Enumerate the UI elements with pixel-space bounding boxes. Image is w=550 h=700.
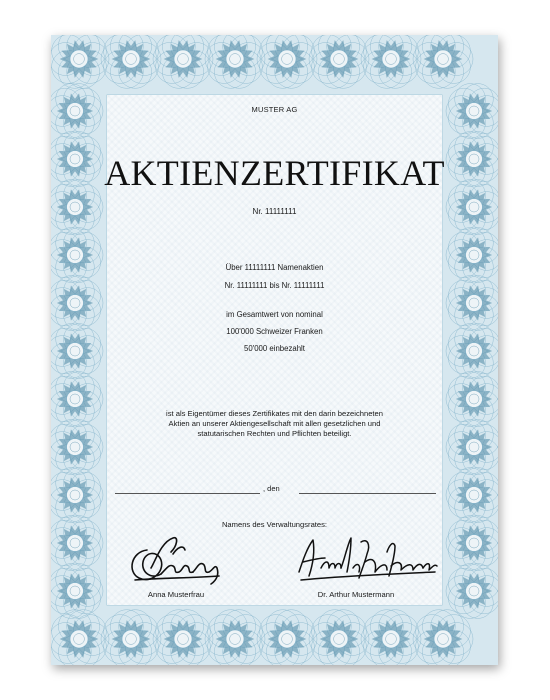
certificate-sheet [51,35,498,665]
total-value-intro: im Gesamtwert von nominal [226,310,323,319]
date-line [299,493,436,494]
statement-line: Aktien an unserer Aktiengesellschaft mit allen gesetzlichen und [168,419,381,428]
place-line [115,493,260,494]
certificate-title: AKTIENZERTIFIKAT [104,153,445,193]
board-label: Namens des Verwaltungsrates: [221,520,328,529]
share-number-range: Nr. 11111111 bis Nr. 11111111 [224,281,325,290]
signature-arthur-mustermann [291,532,441,587]
company-name: MUSTER AG [251,105,298,114]
statement-line: statutarischen Rechten und Pflichten beteiligt. [197,429,352,438]
signature-anna-musterfrau [121,528,231,588]
signatory-name: Dr. Arthur Mustermann [317,590,395,599]
statement-line: ist als Eigentümer dieses Zertifikates mit den darin bezeichneten [166,409,383,418]
shares-count: Über 11111111 Namenaktien [225,263,324,272]
certificate-number: Nr. 11111111 [252,207,297,216]
paid-in-amount: 50'000 einbezahlt [244,344,305,353]
signatory-name: Anna Musterfrau [147,590,205,599]
ownership-statement [51,409,498,439]
place-date-row [111,484,441,496]
date-separator: , den [263,484,280,493]
total-value-amount: 100'000 Schweizer Franken [226,327,323,336]
